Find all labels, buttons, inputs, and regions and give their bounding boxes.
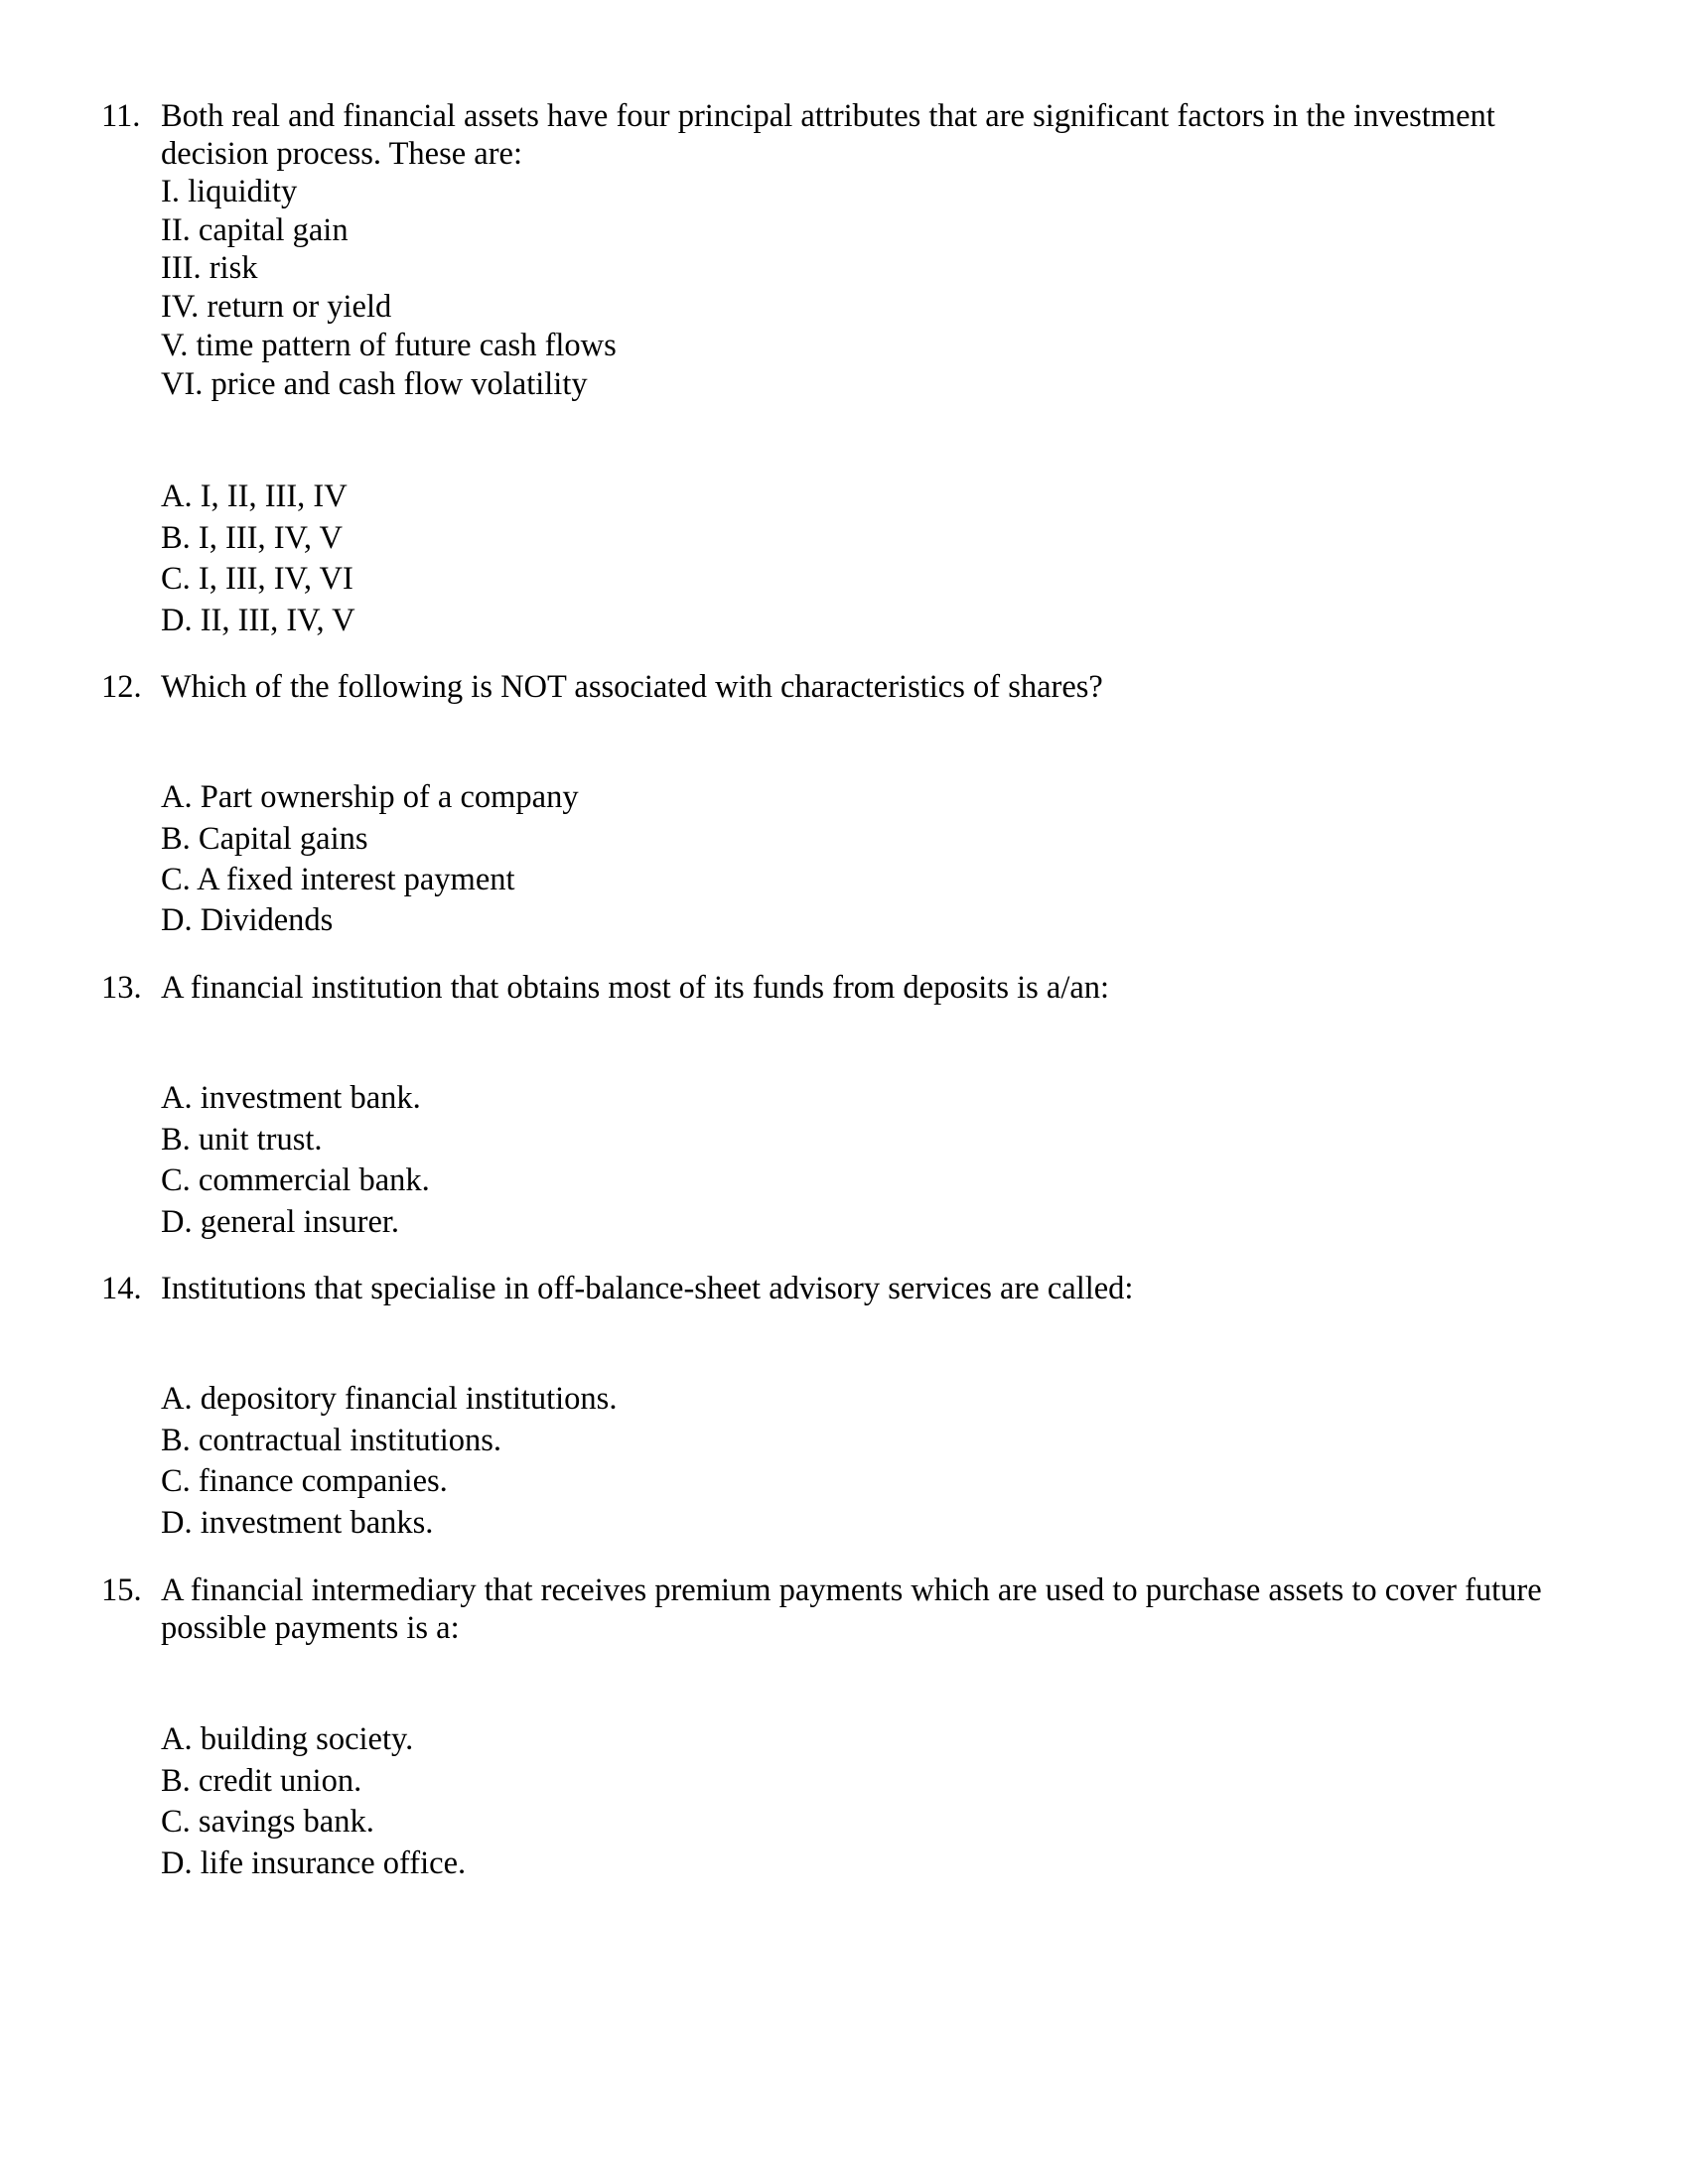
question-stem-line: decision process. These are: bbox=[161, 136, 522, 172]
answer-option: D. investment banks. bbox=[161, 1505, 434, 1541]
answer-option: B. credit union. bbox=[161, 1763, 362, 1799]
question-stem-line: Which of the following is NOT associated with characteristics of shares? bbox=[161, 669, 1103, 705]
answer-option: B. Capital gains bbox=[161, 821, 368, 857]
answer-option: B. I, III, IV, V bbox=[161, 520, 343, 556]
answer-option: C. savings bank. bbox=[161, 1804, 374, 1840]
question-number: 12. bbox=[101, 669, 142, 705]
question-number: 14. bbox=[101, 1271, 142, 1306]
statement-item: VI. price and cash flow volatility bbox=[161, 366, 588, 402]
answer-option: A. building society. bbox=[161, 1721, 414, 1757]
statement-item: III. risk bbox=[161, 250, 258, 286]
question-number: 15. bbox=[101, 1572, 142, 1608]
answer-option: C. A fixed interest payment bbox=[161, 862, 515, 897]
question-stem-line: Both real and financial assets have four principal attributes that are significant factors in the investment bbox=[161, 98, 1495, 134]
statement-item: V. time pattern of future cash flows bbox=[161, 328, 617, 363]
answer-option: D. life insurance office. bbox=[161, 1845, 467, 1881]
question-stem-line: A financial institution that obtains most of its funds from deposits is a/an: bbox=[161, 970, 1110, 1006]
answer-option: C. I, III, IV, VI bbox=[161, 561, 353, 597]
question-stem-line: possible payments is a: bbox=[161, 1610, 460, 1646]
answer-option: D. Dividends bbox=[161, 902, 334, 938]
answer-option: B. contractual institutions. bbox=[161, 1423, 502, 1458]
question-number: 11. bbox=[101, 98, 141, 134]
question-number: 13. bbox=[101, 970, 142, 1006]
answer-option: A. investment bank. bbox=[161, 1080, 421, 1116]
answer-option: D. general insurer. bbox=[161, 1204, 400, 1240]
answer-option: A. Part ownership of a company bbox=[161, 779, 579, 815]
statement-item: I. liquidity bbox=[161, 174, 298, 209]
answer-option: A. depository financial institutions. bbox=[161, 1381, 618, 1417]
question-stem-line: A financial intermediary that receives premium payments which are used to purchase assets to cover future bbox=[161, 1572, 1542, 1608]
answer-option: B. unit trust. bbox=[161, 1122, 323, 1158]
answer-option: C. commercial bank. bbox=[161, 1162, 430, 1198]
statement-item: IV. return or yield bbox=[161, 289, 392, 325]
answer-option: C. finance companies. bbox=[161, 1463, 448, 1499]
answer-option: A. I, II, III, IV bbox=[161, 478, 348, 514]
answer-option: D. II, III, IV, V bbox=[161, 603, 355, 638]
question-stem-line: Institutions that specialise in off-balance-sheet advisory services are called: bbox=[161, 1271, 1134, 1306]
statement-item: II. capital gain bbox=[161, 212, 349, 248]
